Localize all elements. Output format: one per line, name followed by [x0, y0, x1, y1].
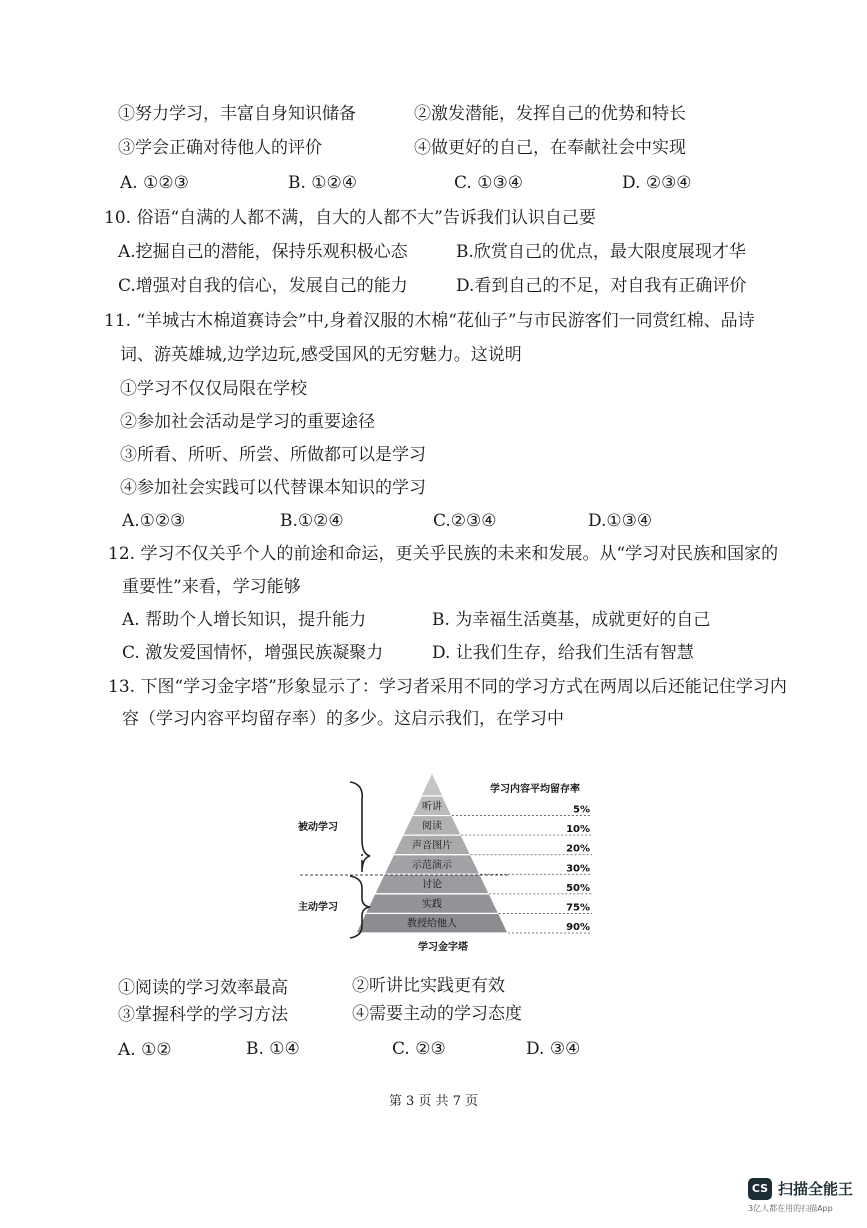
- q11-statement-2: ②参加社会活动是学习的重要途径: [120, 412, 375, 432]
- watermark-tagline: 3亿人都在用的扫描App: [748, 1204, 833, 1213]
- q11-option-d: D.①③④: [588, 511, 653, 531]
- q9-option-b: B. ①②④: [288, 173, 358, 193]
- q10-option-d: D.看到自己的不足，对自我有正确评价: [456, 276, 747, 296]
- q11-stem-line-2: 词、游英雄城,边学边玩,感受国风的无穷魅力。这说明: [120, 345, 522, 365]
- q13-option-c: C. ②③: [392, 1039, 446, 1059]
- pyramid-apex: [421, 774, 442, 796]
- retention-rate-value: 10%: [566, 824, 590, 836]
- q9-option-a: A. ①②③: [120, 173, 189, 193]
- pyramid-level-name: 听讲: [422, 801, 442, 813]
- q11-stem-line-1: 11. “羊城古木棉道赛诗会”中,身着汉服的木棉“花仙子”与市民游客们一同赏红棉、品诗: [104, 311, 755, 331]
- scanner-watermark: [748, 1178, 866, 1218]
- q12-option-a: A. 帮助个人增长知识，提升能力: [122, 610, 367, 630]
- q11-statement-1: ①学习不仅仅局限在学校: [120, 379, 307, 399]
- q13-stem-line-1: 13. 下图“学习金字塔”形象显示了：学习者采用不同的学习方式在两周以后还能记住学习内: [108, 677, 787, 697]
- q9-option-d: D. ②③④: [622, 173, 692, 193]
- q11-option-c: C.②③④: [433, 511, 497, 531]
- q9-statement-1: ①努力学习，丰富自身知识储备: [118, 104, 356, 124]
- learning-pyramid-svg: [280, 770, 620, 960]
- retention-rate-value: 30%: [566, 863, 590, 875]
- pyramid-level-name: 教授给他人: [407, 918, 457, 930]
- q11-statement-3: ③所看、所听、所尝、所做都可以是学习: [120, 445, 426, 465]
- retention-rate-value: 75%: [566, 902, 590, 914]
- q12-stem-line-1: 12. 学习不仅关乎个人的前途和命运，更关乎民族的未来和发展。从“学习对民族和国家的: [108, 544, 779, 564]
- pyramid-level-name: 声音图片: [412, 840, 452, 852]
- pyramid-level-name: 示范演示: [412, 860, 452, 871]
- q9-statement-4: ④做更好的自己，在奉献社会中实现: [414, 138, 686, 158]
- retention-rate-value: 5%: [573, 804, 590, 816]
- passive-brace-lower: [350, 856, 370, 874]
- q13-statement-1: ①阅读的学习效率最高: [118, 978, 288, 998]
- q11-statement-4: ④参加社会实践可以代替课本知识的学习: [120, 478, 426, 498]
- q12-stem-line-2: 重要性”来看，学习能够: [122, 577, 301, 597]
- q13-statement-2: ②听讲比实践更有效: [352, 976, 505, 996]
- pyramid-level-name: 讨论: [422, 879, 442, 891]
- q12-option-c: C. 激发爱国情怀，增强民族凝聚力: [122, 643, 384, 663]
- q10-option-c: C.增强对自我的信心，发展自己的能力: [118, 276, 408, 296]
- pyramid-caption: 学习金字塔: [418, 942, 468, 953]
- q13-option-b: B. ①④: [246, 1039, 300, 1059]
- retention-rate-value: 90%: [566, 922, 590, 933]
- q12-option-b: B. 为幸福生活奠基，成就更好的自己: [432, 610, 711, 630]
- passive-learning-label: 被动学习: [298, 822, 338, 833]
- q13-stem-line-2: 容（学习内容平均留存率）的多少。这启示我们，在学习中: [122, 709, 564, 729]
- q10-option-a: A.挖掘自己的潜能，保持乐观积极心态: [118, 242, 408, 262]
- q9-statement-2: ②激发潜能，发挥自己的优势和特长: [414, 104, 686, 124]
- q13-statement-4: ④需要主动的学习态度: [352, 1004, 522, 1024]
- retention-rate-header: 学习内容平均留存率: [490, 784, 580, 795]
- q13-statement-3: ③掌握科学的学习方法: [118, 1005, 288, 1025]
- q9-statement-3: ③学会正确对待他人的评价: [118, 138, 322, 158]
- watermark-app-name: 扫描全能王: [778, 1180, 854, 1198]
- pyramid-level-name: 实践: [422, 899, 442, 911]
- q13-option-a: A. ①②: [118, 1040, 172, 1060]
- q11-option-a: A.①②③: [122, 511, 186, 531]
- q11-option-b: B.①②④: [280, 511, 344, 531]
- q9-option-c: C. ①③④: [454, 173, 523, 193]
- active-learning-label: 主动学习: [298, 902, 338, 913]
- retention-rate-value: 20%: [566, 843, 590, 855]
- page-number: 第 3 页 共 7 页: [388, 1094, 479, 1109]
- q10-stem: 10. 俗语“自满的人都不满，自大的人都不大”告诉我们认识自己要: [104, 208, 596, 228]
- q12-option-d: D. 让我们生存，给我们生活有智慧: [432, 643, 694, 663]
- passive-brace: [350, 782, 370, 872]
- q13-option-d: D. ③④: [526, 1039, 581, 1059]
- camscanner-logo-icon: CS: [748, 1178, 772, 1200]
- q10-option-b: B.欣赏自己的优点，最大限度展现才华: [456, 242, 746, 262]
- pyramid-level-name: 阅读: [422, 820, 442, 832]
- learning-pyramid-figure: [280, 770, 620, 960]
- retention-rate-value: 50%: [566, 882, 590, 894]
